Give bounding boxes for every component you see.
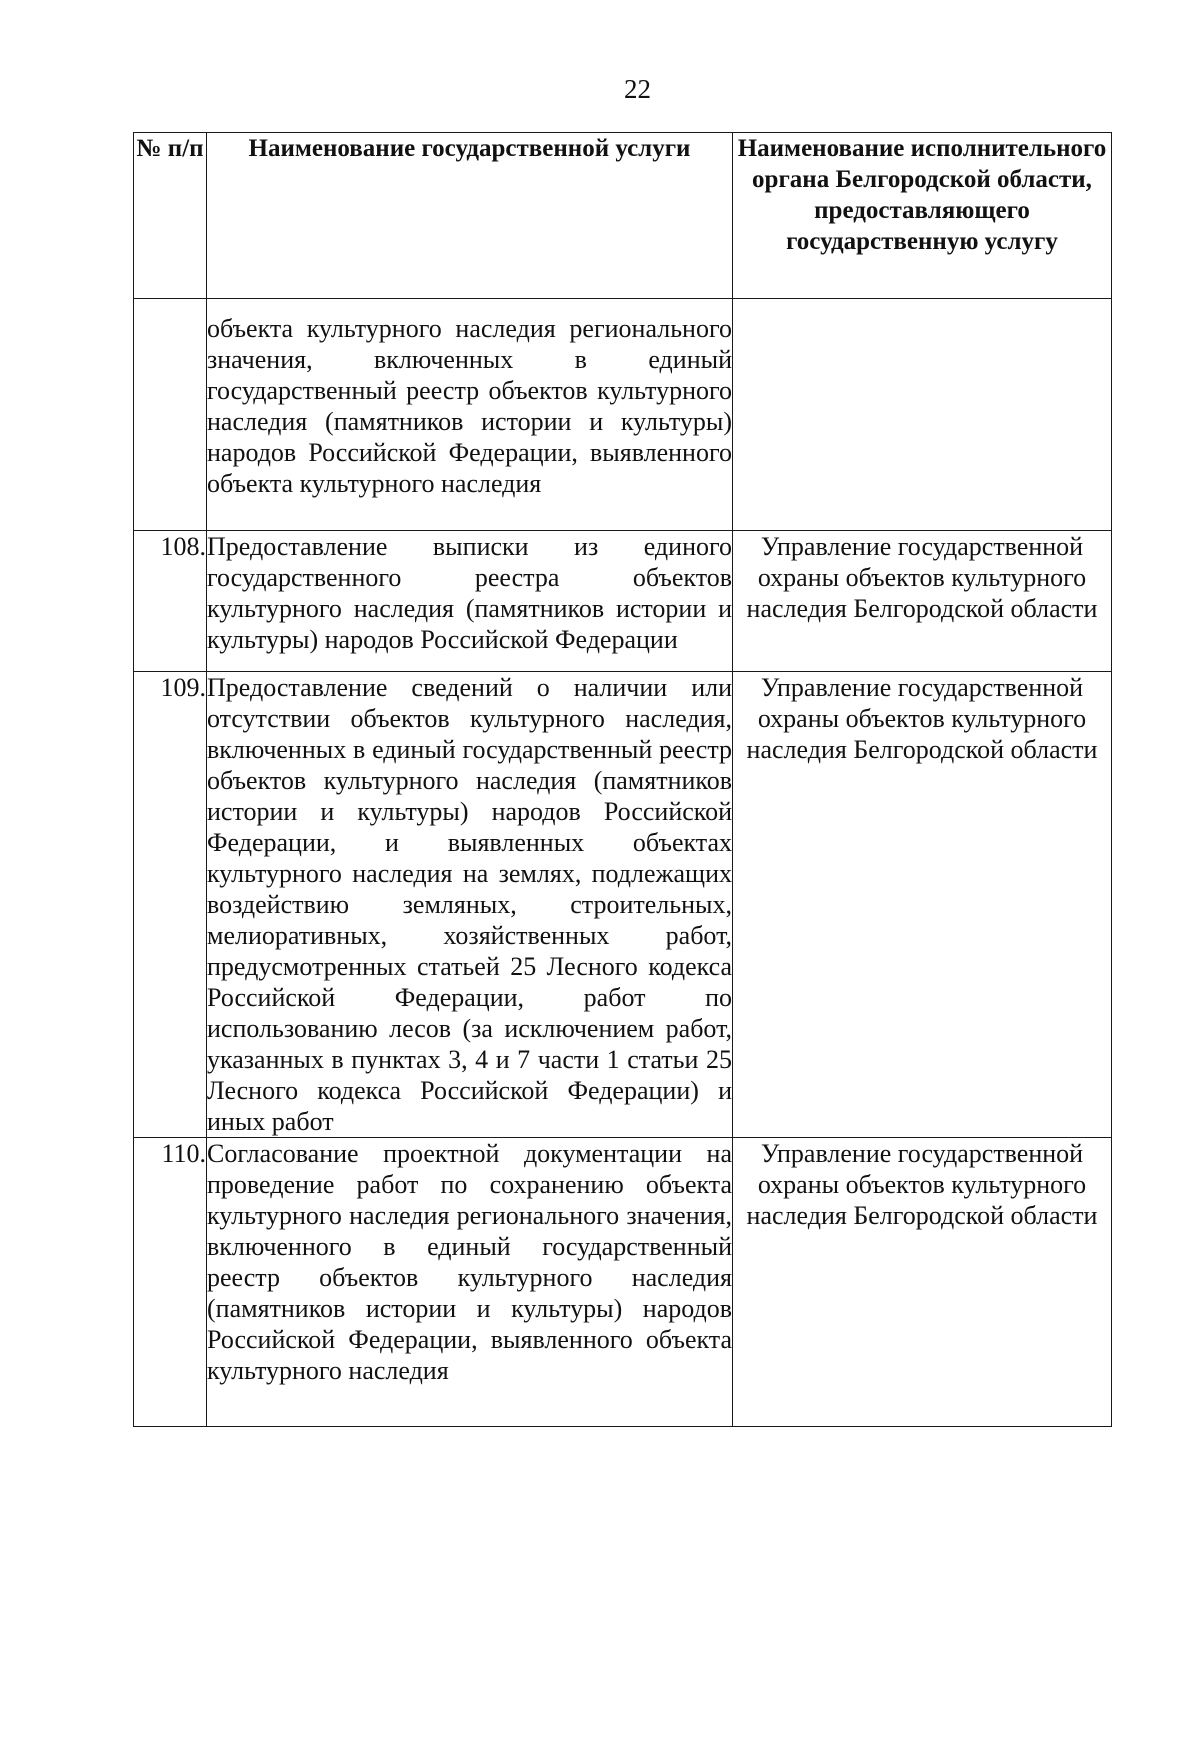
service-name-cell: Согласование проектной документации на проведение работ по сохранению объекта культурного наследия регионального значения, включенного в единый государственный реестр объектов культурного наследия (памятников истории и культуры) народов Российской Федерации, выявленного объекта культурного наследия [207,1138,733,1427]
service-name-cell: объекта культурного наследия регионального значения, включенных в единый государственный реестр объектов культурного наследия (памятников истории и культуры) народов Российской Федерации, выявленного объекта культурного наследия [207,299,733,531]
table-row [134,672,1112,1138]
organization-cell: Управление государственной охраны объектов культурного наследия Белгородской области [733,1138,1112,1427]
service-name-cell: Предоставление выписки из единого государственного реестра объектов культурного наследия (памятников истории и культуры) народов Российской Федерации [207,531,733,672]
table-row [134,1138,1112,1427]
row-number: 109. [134,672,207,1138]
page-number: 22 [624,74,651,104]
table-row [134,531,1112,672]
row-number: 110. [134,1138,207,1427]
row-number: 108. [134,531,207,672]
header-organization: Наименование исполнительного органа Белгородской области, предоставляющего государственную услугу [733,133,1112,299]
organization-cell: Управление государственной охраны объектов культурного наследия Белгородской области [733,672,1112,1138]
organization-cell: Управление государственной охраны объектов культурного наследия Белгородской области [733,531,1112,672]
service-name-cell: Предоставление сведений о наличии или отсутствии объектов культурного наследия, включенных в единый государственный реестр объектов культурного наследия (памятников истории и культуры) народов Российской Федерации, и выявленных объектах культурного наследия на землях, подлежащих воздействию земляных, строительных, мелиоративных, хозяйственных работ, предусмотренных статьей 25 Лесного кодекса Российской Федерации, работ по использованию лесов (за исключением работ, указанных в пунктах 3, 4 и 7 части 1 статьи 25 Лесного кодекса Российской Федерации) и иных работ [207,673,732,1136]
header-service-name: Наименование государственной услуги [207,133,733,299]
table-row [134,299,1112,531]
table-header-row [134,133,1112,299]
header-number: № п/п [134,133,207,299]
row-number [134,299,207,531]
organization-cell [733,299,1112,531]
services-table [133,132,1112,1427]
